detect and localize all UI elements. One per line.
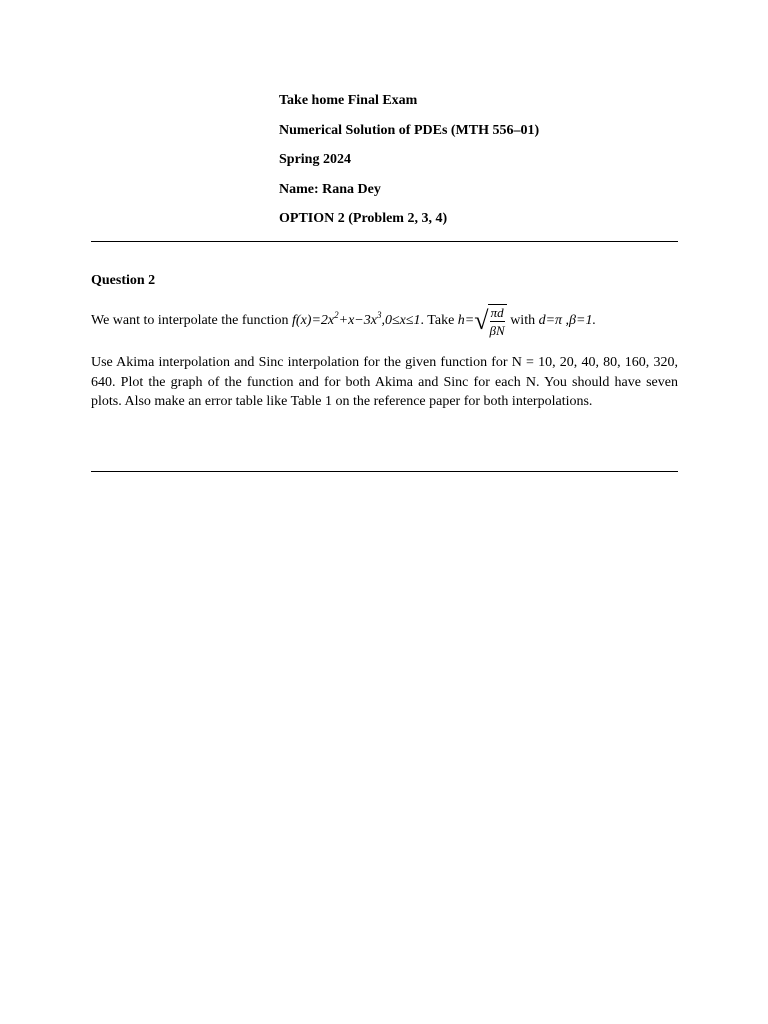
with-text: with <box>510 313 536 329</box>
formula-exp-3: 3 <box>376 310 382 321</box>
student-name: Name: Rana Dey <box>279 181 381 197</box>
bottom-divider <box>91 471 678 472</box>
fraction <box>490 305 505 338</box>
question-intro <box>91 304 681 338</box>
formula-mid: +x−3x <box>338 313 377 329</box>
exam-header <box>279 92 539 240</box>
course-name: Numerical Solution of PDEs (MTH 556–01) <box>279 122 540 138</box>
radical-sign: √ <box>474 306 489 335</box>
exam-title: Take home Final Exam <box>279 93 418 108</box>
semester: Spring 2024 <box>279 152 351 167</box>
formula-range: ,0≤x≤1 <box>381 313 421 329</box>
top-divider <box>91 241 678 242</box>
take-text: . Take <box>420 313 455 329</box>
formula-lhs: f(x)=2x <box>292 313 335 329</box>
question-title: Question 2 <box>91 273 156 288</box>
formula-exp-2: 2 <box>334 310 339 321</box>
sqrt-expression <box>474 304 506 338</box>
question-body: Use Akima interpolation and Sinc interpolation for the given function for N = 10, 20, 40, 80, 160, 320, 640. Plot the graph of the function and for both Akima and Sinc for each N. You should have seven plots. Also make an error table like Table 1 on the reference paper for both interpolations. <box>91 355 678 410</box>
option-label: OPTION 2 (Problem 2, 3, 4) <box>279 211 448 226</box>
h-lhs: h= <box>457 313 475 329</box>
fraction-numerator: πd <box>490 305 504 320</box>
function-formula <box>292 310 421 329</box>
fraction-denominator: βN <box>489 323 505 338</box>
intro-prefix: We want to interpolate the function <box>91 313 289 329</box>
parameter-values: d=π ,β=1. <box>538 313 596 329</box>
